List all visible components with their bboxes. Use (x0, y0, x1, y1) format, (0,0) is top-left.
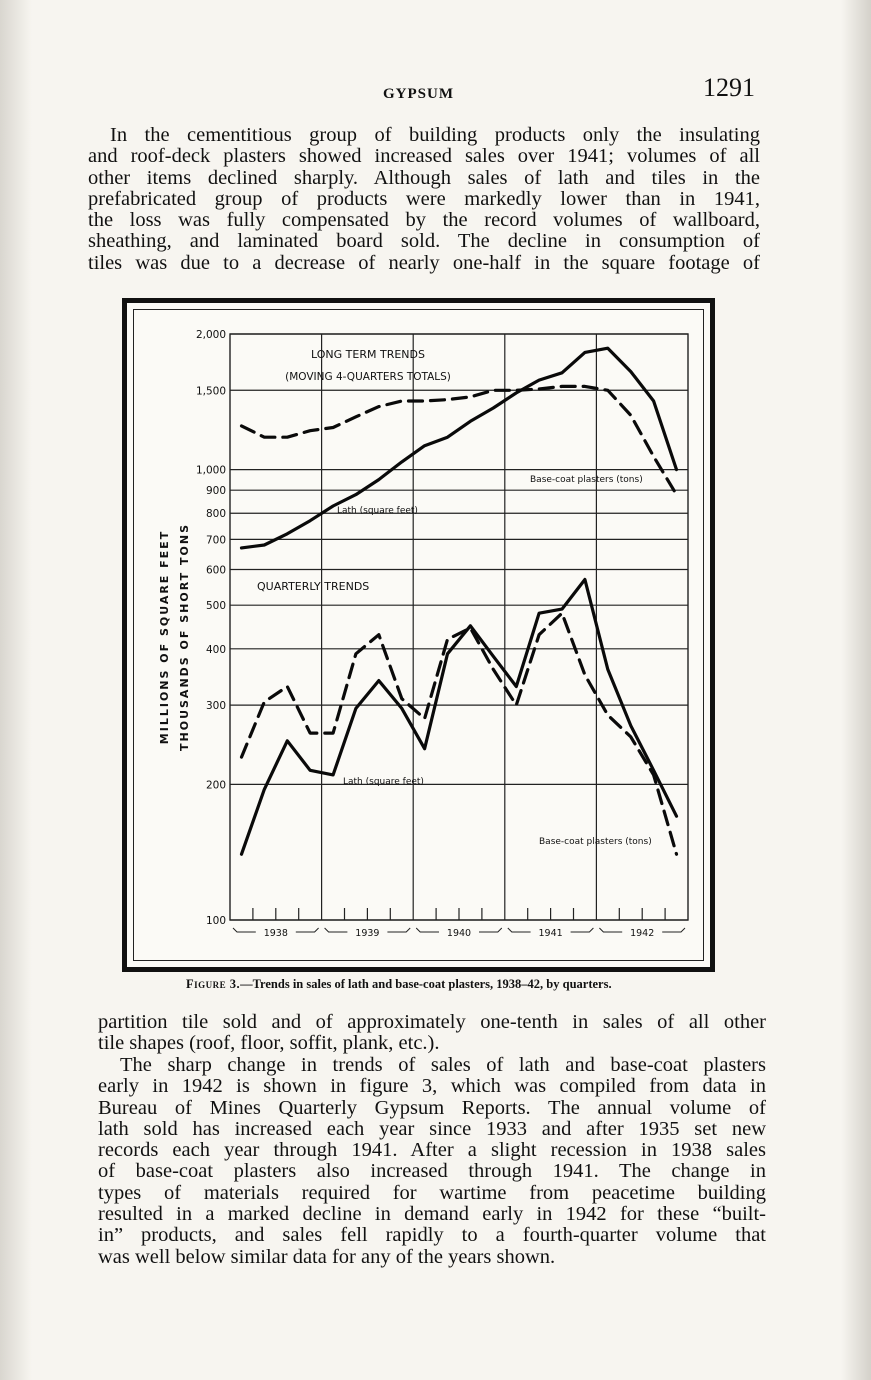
year-label: 1938 (263, 928, 288, 939)
text-line: In the cementitious group of building products only the insulating (110, 124, 760, 146)
text-line: The sharp change in trends of sales of lath and base-coat plasters (120, 1054, 766, 1076)
figure-3-frame (122, 298, 715, 972)
page-edge-shadow-right (841, 0, 871, 1380)
y-tick-label: 1,500 (195, 385, 226, 398)
text-line: resulted in a marked decline in demand early in 1942 for these “built- (98, 1203, 766, 1226)
y-tick-label: 400 (205, 643, 226, 656)
text-line: partition tile sold and of approximately one-tenth in sales of all other (98, 1011, 766, 1033)
series-label-base-coat-long-term: Base-coat plasters (tons) (530, 475, 643, 485)
paragraph-1 (88, 125, 760, 274)
text-line: and roof-deck plasters showed increased sales over 1941; volumes of all (88, 145, 760, 168)
y-tick-label: 700 (205, 534, 226, 547)
y-tick-label: 200 (205, 779, 226, 792)
year-label: 1942 (630, 928, 655, 939)
text-line: other items declined sharply. Although sales of lath and tiles in the (88, 166, 760, 189)
y-tick-label: 300 (205, 700, 226, 713)
y-axis-label-2: THOUSANDS OF SHORT TONS (178, 523, 191, 751)
y-axis-label-1: MILLIONS OF SQUARE FEET (158, 529, 171, 745)
text-line: tiles was due to a decrease of nearly one-half in the square footage of (88, 251, 760, 274)
text-line: early in 1942 is shown in figure 3, which was compiled from data in (98, 1075, 766, 1098)
y-tick-label: 900 (205, 485, 226, 498)
panel-subtitle-long-term: (MOVING 4-QUARTERS TOTALS) (285, 371, 451, 383)
text-line: Bureau of Mines Quarterly Gypsum Reports. The annual volume of (98, 1096, 766, 1119)
panel-title-long-term: LONG TERM TRENDS (311, 348, 425, 361)
y-tick-label: 800 (205, 508, 226, 521)
text-line: the loss was fully compensated by the record volumes of wallboard, (88, 209, 760, 232)
text-line: lath sold has increased each year since 1933 and after 1935 set new (98, 1117, 766, 1140)
y-tick-label: 1,000 (195, 464, 226, 477)
text-line: was well below similar data for any of the years shown. (98, 1245, 556, 1268)
series-label-lath-long-term: Lath (square feet) (337, 506, 418, 516)
page-edge-shadow-left (0, 0, 32, 1380)
y-tick-label: 100 (205, 915, 226, 927)
year-label: 1940 (446, 928, 472, 939)
panel-title-quarterly: QUARTERLY TRENDS (257, 580, 370, 593)
figure-caption-text: —Trends in sales of lath and base-coat plasters, 1938–42, by quarters. (240, 977, 612, 991)
page-number: 1291 (703, 73, 755, 102)
y-tick-label: 600 (205, 564, 226, 577)
series-label-lath-quarterly: Lath (square feet) (343, 777, 424, 787)
text-line: of base-coat plasters also increased through 1941. The change in (98, 1160, 766, 1183)
paragraph-3 (98, 1055, 766, 1268)
figure-caption (186, 977, 612, 992)
text-line: tile shapes (roof, floor, soffit, plank, etc.). (98, 1032, 440, 1055)
paragraph-2 (98, 1012, 766, 1055)
figure-inner-border (133, 309, 704, 961)
series-label-base-coat-quarterly: Base-coat plasters (tons) (539, 837, 652, 847)
y-tick-label: 500 (205, 600, 226, 613)
figure-caption-label: Figure 3. (186, 977, 241, 991)
plot-border (230, 334, 688, 920)
figure-3-chart (134, 310, 712, 969)
year-label: 1939 (355, 928, 380, 939)
text-line: prefabricated group of products were markedly lower than in 1941, (88, 187, 760, 210)
year-label: 1941 (538, 928, 563, 939)
text-line: sheathing, and laminated board sold. The decline in consumption of (88, 230, 760, 253)
running-head: GYPSUM (383, 86, 454, 102)
y-tick-label: 2,000 (195, 329, 226, 341)
text-line: types of materials required for wartime from peacetime building (98, 1181, 766, 1204)
text-line: records each year through 1941. After a slight recession in 1938 sales (98, 1139, 766, 1162)
text-line: in” products, and sales fell rapidly to a fourth-quarter volume that (98, 1224, 766, 1247)
